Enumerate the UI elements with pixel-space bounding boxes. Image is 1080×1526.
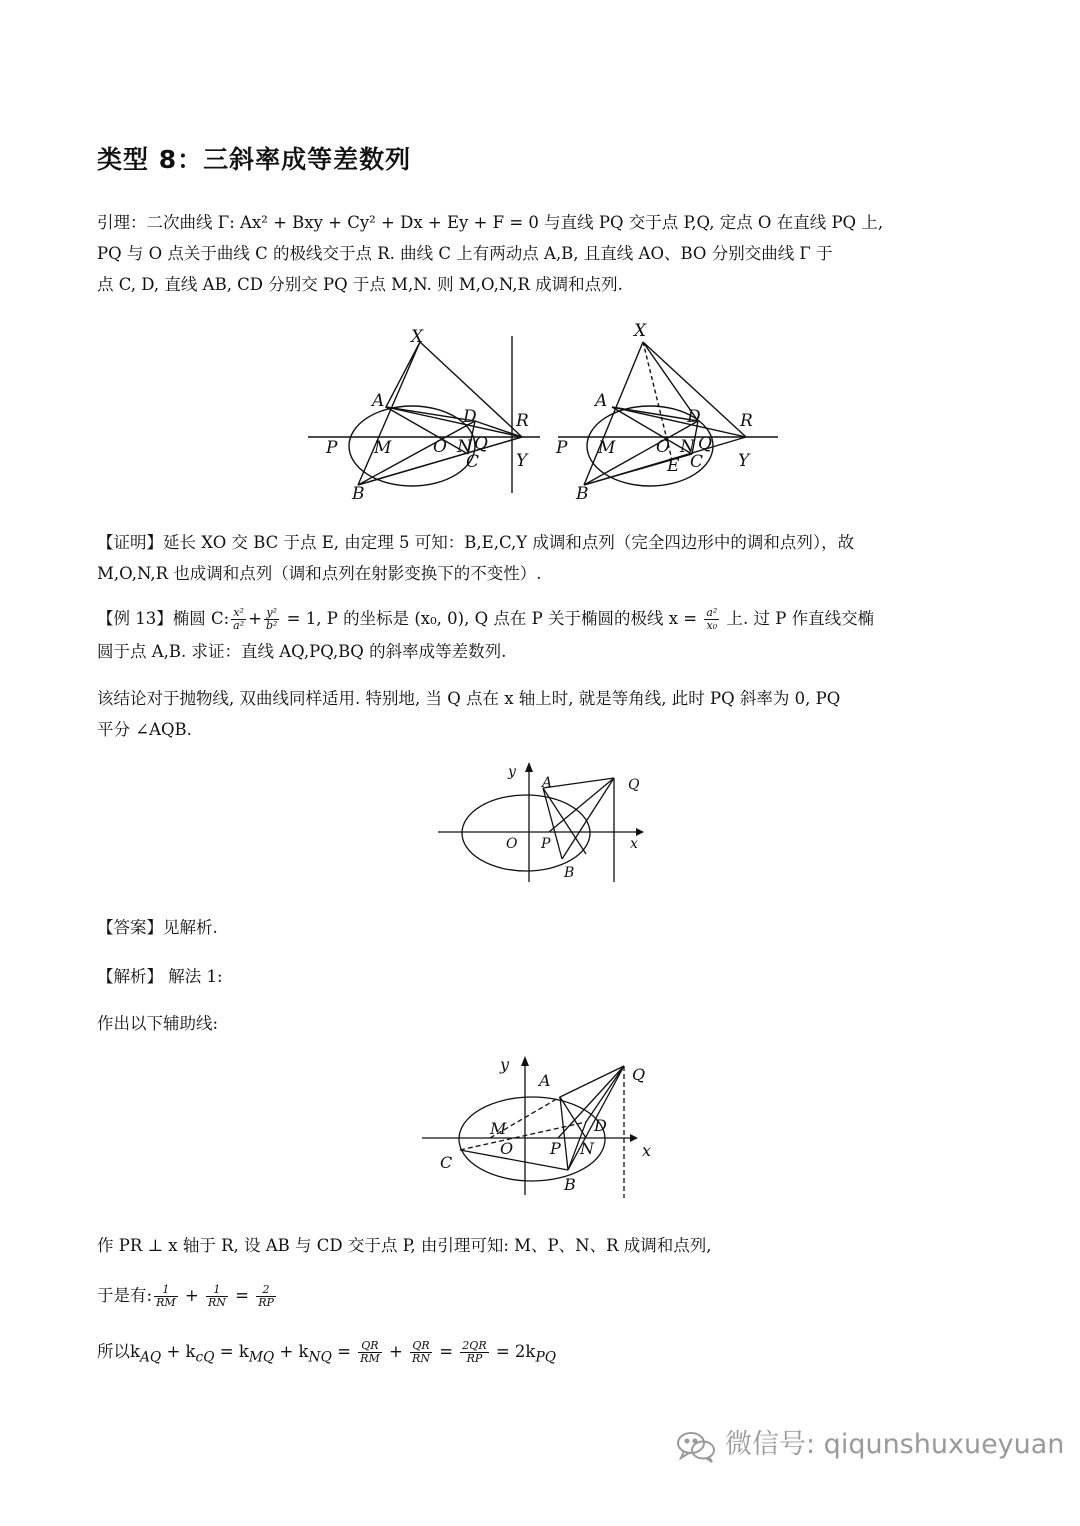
y-axis-arrow — [525, 762, 533, 772]
fig1-left-label-C: C — [466, 452, 480, 472]
step-3-prefix: 所以k — [97, 1342, 140, 1361]
fig3-label-D: D — [594, 1116, 607, 1135]
page-title: 类型 8：三斜率成等差数列 — [97, 145, 412, 174]
ellipse — [462, 795, 590, 871]
fraction-numerator: y² — [264, 607, 279, 620]
fig1-right-label-D: D — [687, 407, 701, 427]
equals-sign: = — [439, 1342, 454, 1361]
fig1-right-label-P: P — [556, 438, 568, 458]
solution-figure — [420, 1050, 660, 1200]
fraction-numerator: a² — [706, 606, 718, 619]
example-suffix: 上. 过 P 作直线交椭 — [726, 609, 875, 628]
fraction-numerator: x² — [231, 607, 246, 620]
watermark-text: 微信号: qiqunshuxueyuan — [725, 1429, 1065, 1460]
proof-line-2: M,O,N,R 也成调和点列（调和点列在射影变换下的不变性）. — [97, 564, 542, 583]
fraction-numerator: QR — [410, 1340, 432, 1353]
subscript: MQ — [248, 1349, 275, 1366]
fig1-left-label-O: O — [433, 437, 447, 457]
example-line-2: 圆于点 A,B. 求证：直线 AQ,PQ,BQ 的斜率成等差数列. — [97, 642, 507, 661]
fig3-label-N: N — [580, 1139, 594, 1158]
subscript: NQ — [308, 1349, 332, 1366]
lemma-paragraph — [97, 207, 983, 300]
fig2-label-B: B — [564, 865, 575, 881]
step-2-prefix: 于是有: — [97, 1286, 153, 1305]
answer-line: 【答案】见解析. — [97, 918, 218, 937]
fig2-label-x: x — [630, 836, 638, 852]
fig1-right-label-B: B — [576, 484, 589, 504]
fig1-right-label-O: O — [656, 437, 670, 457]
fraction-x2-a2 — [231, 607, 246, 632]
plus-sign: + — [248, 609, 262, 628]
fraction-denominator: RN — [412, 1352, 430, 1365]
fig1-right-label-Y: Y — [738, 451, 750, 471]
subscript: PQ — [535, 1349, 556, 1366]
fraction-numerator: QR — [358, 1340, 382, 1353]
fraction-a2-x0 — [704, 607, 719, 632]
fig3-label-O: O — [500, 1139, 514, 1158]
fraction-denominator: RM — [360, 1352, 380, 1365]
fraction-QR-RN — [410, 1340, 432, 1365]
y-axis-arrow — [521, 1056, 529, 1066]
fig1-left-label-P: P — [326, 438, 338, 458]
fraction-numerator: 1 — [154, 1284, 178, 1297]
fraction-denominator: RN — [207, 1296, 226, 1309]
plus-sign: + — [388, 1342, 403, 1361]
watermark — [675, 1422, 1064, 1463]
fig1-right-label-X: X — [634, 321, 647, 341]
proof-line-1: 【证明】延长 XO 交 BC 于点 E, 由定理 5 可知：B,E,C,Y 成调和点列（完全四边形中的调和点列），故 — [97, 533, 855, 552]
lemma-figure-right — [555, 321, 778, 504]
fig1-right-label-M: M — [598, 438, 616, 458]
fig1-right-label-E: E — [667, 456, 680, 476]
fig1-left-label-B: B — [352, 484, 365, 504]
fraction-2QR-RP — [460, 1340, 488, 1365]
note-line-1: 该结论对于抛物线, 双曲线同样适用. 特别地, 当 Q 点在 x 轴上时, 就是等角线, 此时 PQ 斜率为 0, PQ — [97, 689, 841, 708]
step-2-line — [97, 1280, 278, 1311]
fig1-right-label-R: R — [740, 411, 753, 431]
fraction-numerator: 2 — [256, 1284, 276, 1297]
fig3-label-x: x — [642, 1141, 652, 1160]
lemma-line-2: PQ 与 O 点关于曲线 C 的极线交于点 R. 曲线 C 上有两动点 A,B, 且直线 AO、BO 分别交曲线 Γ 于 — [97, 244, 833, 263]
plus-sign: + — [184, 1286, 199, 1305]
lemma-figure — [300, 318, 790, 508]
fig3-label-A: A — [539, 1071, 551, 1090]
plus-k: + k — [161, 1342, 196, 1361]
fig3-label-P: P — [550, 1139, 561, 1158]
fraction-numerator: 2QR — [462, 1339, 487, 1352]
fig1-left-label-N: N — [457, 437, 472, 457]
step-1-line: 作 PR ⊥ x 轴于 R, 设 AB 与 CD 交于点 P, 由引理可知: M、P、N、R 成调和点列, — [97, 1236, 712, 1255]
fraction-numerator: 1 — [206, 1284, 228, 1297]
fraction-denominator: b² — [265, 619, 278, 632]
fig2-label-P: P — [541, 836, 551, 852]
note-line-2: 平分 ∠AQB. — [97, 720, 192, 739]
plus-k: + k — [274, 1342, 309, 1361]
wechat-icon — [675, 1429, 717, 1463]
fig3-label-B: B — [564, 1175, 576, 1194]
fig1-right-label-N: N — [680, 437, 695, 457]
x-axis-arrow — [630, 1134, 638, 1142]
fig3-label-M: M — [490, 1119, 507, 1138]
fig1-right-label-A: A — [595, 391, 608, 411]
fraction-denominator: x₀ — [706, 619, 718, 632]
example-prefix: 【例 13】椭圆 C: — [97, 609, 230, 628]
proof-paragraph — [97, 527, 983, 589]
fraction-1-RN — [206, 1284, 228, 1309]
example-middle: = 1, P 的坐标是 (x₀, 0), Q 点在 P 关于椭圆的极线 x = — [286, 609, 698, 628]
fig1-left-label-M: M — [374, 438, 392, 458]
subscript: AQ — [140, 1349, 162, 1366]
auxiliary-line-text: 作出以下辅助线: — [97, 1014, 219, 1033]
fraction-denominator: RM — [156, 1296, 176, 1309]
fraction-denominator: a² — [233, 619, 245, 632]
lemma-figure-left — [308, 327, 540, 504]
lemma-line-3: 点 C, D, 直线 AB, CD 分别交 PQ 于点 M,N. 则 M,O,N,R 成调和点列. — [97, 275, 623, 294]
fig1-right-label-C: C — [690, 452, 704, 472]
note-paragraph — [97, 683, 983, 745]
fig1-left-label-X: X — [411, 327, 424, 347]
fraction-denominator: RP — [466, 1352, 483, 1365]
fig1-left-label-D: D — [463, 407, 477, 427]
fig3-label-Q: Q — [632, 1065, 646, 1084]
fig2-label-Q: Q — [628, 777, 640, 793]
equals-sign: = — [235, 1286, 249, 1305]
fig2-label-y: y — [508, 764, 516, 780]
fig1-left-label-R: R — [516, 411, 529, 431]
equals-k: = k — [214, 1342, 249, 1361]
example-figure — [436, 756, 646, 886]
x-axis-arrow — [636, 828, 644, 836]
step-3-tail: = 2k — [495, 1342, 536, 1361]
lemma-line-1: 引理：二次曲线 Γ: Ax² + Bxy + Cy² + Dx + Ey + F = 0 与直线 PQ 交于点 P,Q, 定点 O 在直线 PQ 上, — [97, 213, 884, 232]
fig3-label-y: y — [500, 1055, 510, 1074]
fig1-left-label-Q: Q — [474, 434, 488, 454]
fig3-label-C: C — [440, 1153, 453, 1172]
fig1-left-label-A: A — [372, 391, 385, 411]
fig2-label-A: A — [542, 775, 553, 791]
fig1-right-label-Q: Q — [698, 434, 712, 454]
example-line-1 — [97, 603, 874, 634]
fraction-y2-b2 — [264, 607, 279, 632]
fraction-1-RM — [154, 1284, 178, 1309]
analysis-line: 【解析】 解法 1: — [97, 967, 223, 986]
fig2-label-O: O — [506, 836, 518, 852]
equals-sign: = — [331, 1342, 351, 1361]
fraction-2-RP — [256, 1284, 276, 1309]
fig1-left-label-Y: Y — [516, 451, 528, 471]
step-3-line — [97, 1336, 556, 1373]
fraction-QR-RM — [358, 1340, 382, 1365]
subscript: cQ — [195, 1349, 215, 1366]
fraction-denominator: RP — [258, 1296, 274, 1309]
